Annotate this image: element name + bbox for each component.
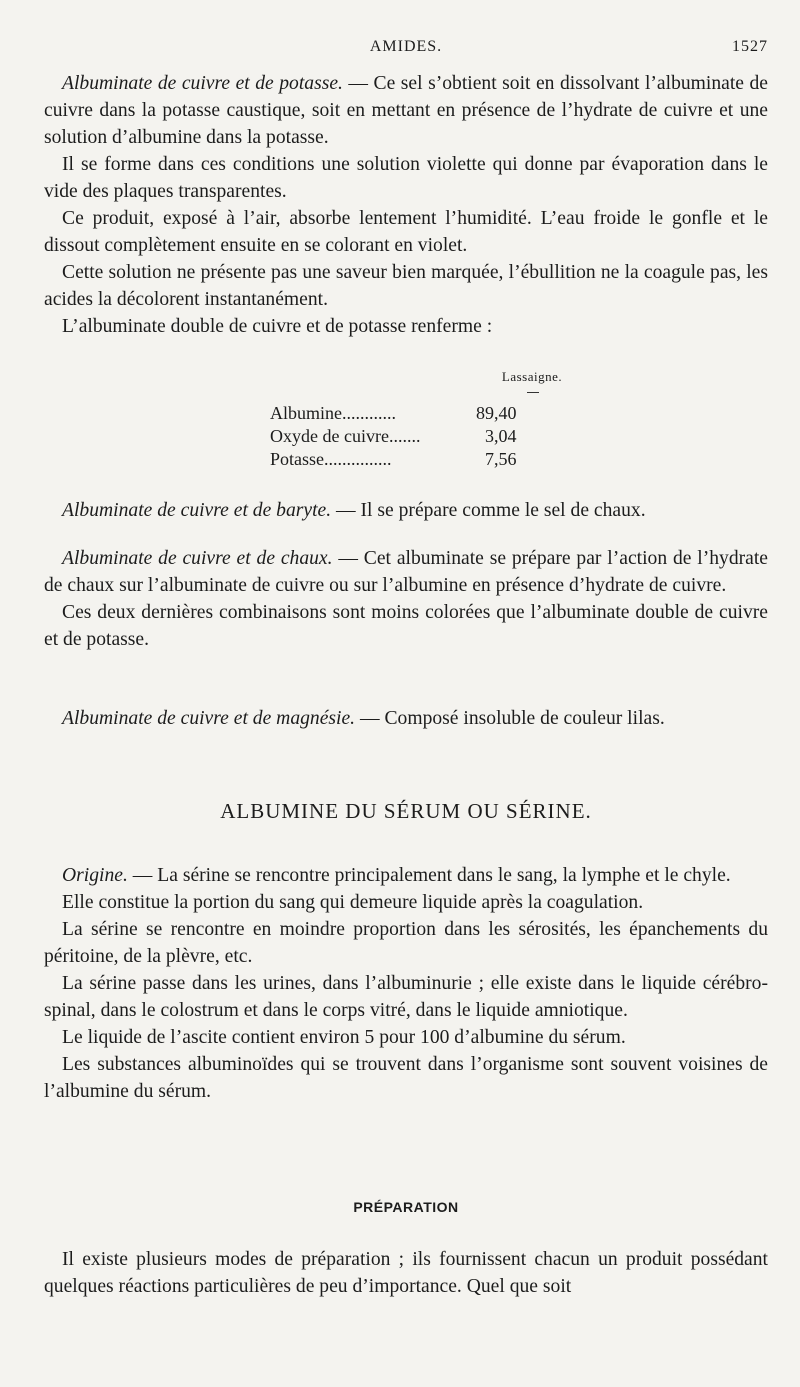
section-heading: ALBUMINE DU SÉRUM OU SÉRINE. (220, 799, 592, 823)
paragraph-title: Albuminate de cuivre et de magnésie. (62, 708, 356, 729)
paragraph-text: — Il se prépare comme le sel de chaux. (331, 500, 646, 521)
paragraph: Elle constitue la portion du sang qui demeure liquide après la coagulation. (62, 892, 644, 913)
paragraph-text: — La sérine se rencontre principalement dans le sang, la lymphe et le chyle. (127, 865, 731, 886)
component-label: Potasse............... (270, 449, 392, 469)
paragraph-title: Origine. (62, 865, 128, 886)
paragraph-title: Albuminate de cuivre et de baryte. (62, 500, 332, 521)
paragraph (44, 70, 768, 151)
paragraph (44, 705, 768, 732)
paragraph: Ces deux dernières combinaisons sont moins colorées que l’albuminate double de cuivre et de potasse. (44, 602, 768, 650)
page-number: 1527 (732, 38, 768, 55)
component-value: 7,56 (484, 449, 517, 469)
paragraph: Il se forme dans ces conditions une solution violette qui donne par évaporation dans le vide des plaques transparentes. (44, 154, 768, 202)
table-row (270, 425, 516, 448)
paragraph: L’albuminate double de cuivre et de potasse renferme : (62, 316, 493, 337)
paragraph-title: Albuminate de cuivre et de chaux. (62, 548, 333, 569)
paragraph-text: — Composé insoluble de couleur lilas. (355, 708, 665, 729)
paragraph-text: — Cet albuminate se prépare par l’action de l’hydrate de chaux sur l’albuminate de cuivre ou sur l’albumine en présence d’hydrate de cuivre. (44, 548, 768, 596)
source-rule (527, 392, 539, 393)
paragraph: Le liquide de l’ascite contient environ 5 pour 100 d’albumine du sérum. (62, 1027, 626, 1048)
running-header (44, 38, 768, 62)
component-value: 89,40 (475, 403, 517, 423)
paragraph-title: Albuminate de cuivre et de potasse. (62, 73, 343, 94)
composition-table (270, 402, 516, 471)
paragraph (44, 497, 768, 524)
paragraph: Les substances albuminoïdes qui se trouvent dans l’organisme sont souvent voisines de l’albumine du sérum. (44, 1054, 768, 1102)
paragraph: Ce produit, exposé à l’air, absorbe lentement l’humidité. L’eau froide le gonfle et le dissout complètement ensuite en se colorant en violet. (44, 208, 768, 256)
section-chaux (44, 545, 768, 653)
paragraph: Il existe plusieurs modes de préparation ; ils fournissent chacun un produit possédant quelques réactions particulières de peu d’importance. Quel que soit (44, 1249, 768, 1297)
paragraph: La sérine se rencontre en moindre proportion dans les sérosités, les épanchements du péritoine, de la plèvre, etc. (44, 919, 768, 967)
section-preparation (44, 1246, 768, 1300)
paragraph (44, 862, 768, 889)
section-baryte (44, 497, 768, 524)
paragraph: La sérine passe dans les urines, dans l’albuminurie ; elle existe dans le liquide cérébro-spinal, dans le colostrum et dans le corps vitré, dans le liquide amniotique. (44, 973, 768, 1021)
section-magnesie (44, 705, 768, 732)
table-row (270, 448, 516, 471)
section-serine (44, 862, 768, 1105)
paragraph-text: — Ce sel s’obtient soit en dissolvant l’albuminate de cuivre dans la potasse caustique, soit en mettant en présence de l’hydrate de cuivre et une solution d’albumine dans la potasse. (44, 73, 768, 148)
paragraph: Cette solution ne présente pas une saveur bien marquée, l’ébullition ne la coagule pas, les acides la décolorent instantanément. (44, 262, 768, 310)
section-potasse (44, 70, 768, 340)
component-label: Albumine............ (270, 403, 396, 423)
composition-source: Lassaigne. (501, 369, 563, 384)
component-value: 3,04 (484, 426, 517, 446)
component-label: Oxyde de cuivre....... (270, 426, 421, 446)
table-row (270, 402, 516, 425)
running-title: AMIDES. (369, 38, 443, 55)
subsection-heading: PRÉPARATION (353, 1199, 459, 1215)
paragraph (44, 545, 768, 599)
